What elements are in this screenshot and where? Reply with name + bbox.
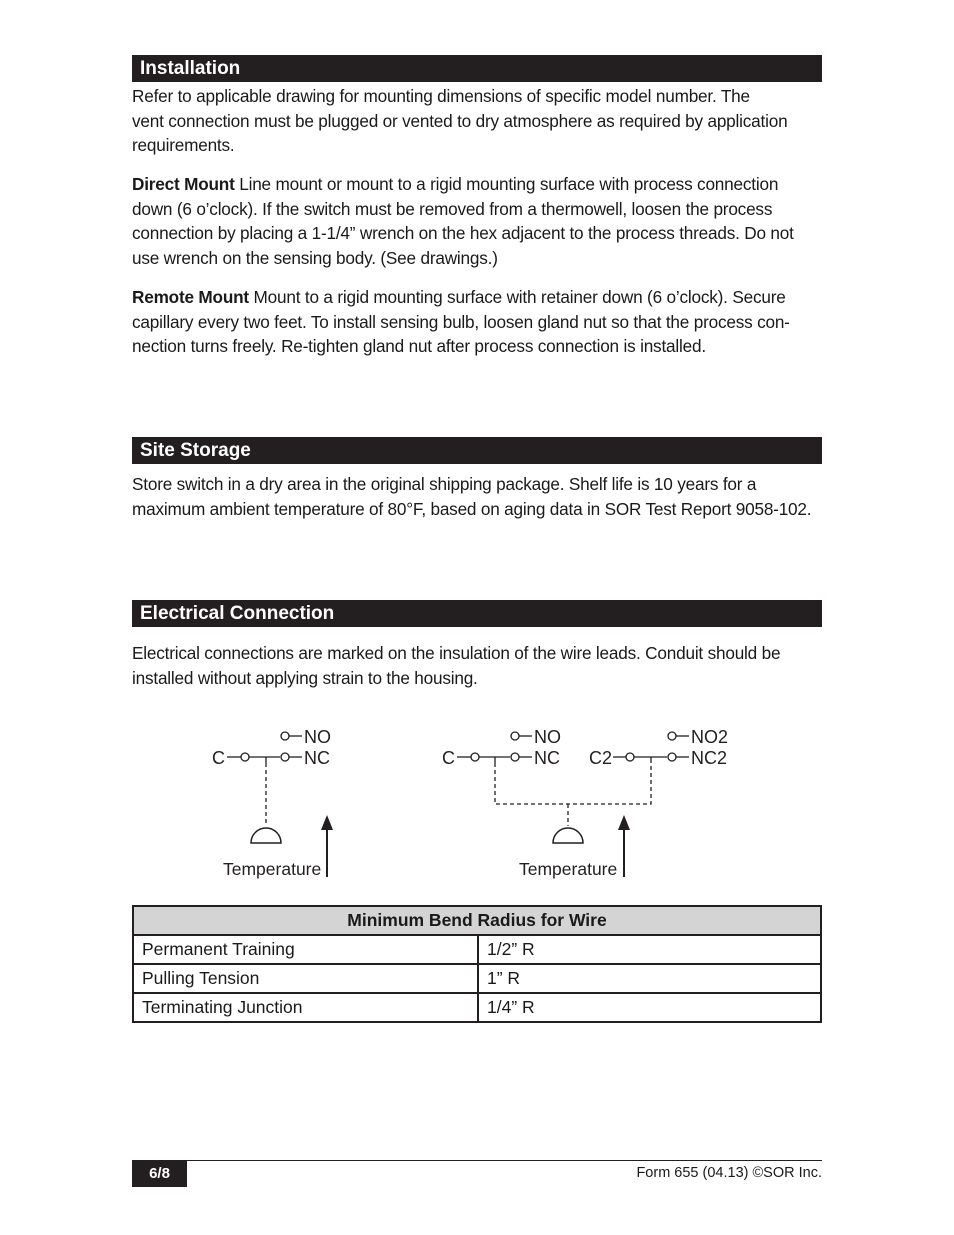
text-line: vent connection must be plugged or vented to dry atmosphere as required by application bbox=[132, 110, 788, 131]
text-line: down (6 o’clock). If the switch must be removed from a thermowell, loosen the process bbox=[132, 198, 773, 219]
electrical-heading: Electrical Connection bbox=[132, 600, 822, 627]
table-row bbox=[133, 935, 821, 964]
direct-mount-label: Direct Mount bbox=[132, 174, 235, 194]
temperature-caption: Temperature bbox=[223, 859, 322, 879]
text-line: Store switch in a dry area in the original shipping package. Shelf life is 10 years for a bbox=[132, 474, 757, 494]
common-terminal-label: C bbox=[442, 748, 455, 768]
text-line: requirements. bbox=[132, 135, 235, 155]
terminal-icon bbox=[281, 753, 289, 761]
table-row bbox=[133, 964, 821, 993]
no2-terminal-label: NO2 bbox=[691, 727, 729, 747]
row-label: Permanent Training bbox=[133, 935, 478, 964]
bend-radius-table bbox=[132, 905, 822, 1023]
nc-terminal-label: NC bbox=[534, 748, 560, 768]
form-number: Form 655 (04.13) ©SOR Inc. bbox=[636, 1165, 822, 1181]
installation-heading: Installation bbox=[132, 55, 822, 82]
text-line: connection by placing a 1-1/4” wrench on the hex adjacent to the process threads. Do not bbox=[132, 223, 794, 243]
terminal-icon bbox=[668, 753, 676, 761]
text-line: maximum ambient temperature of 80°F, based on aging data in SOR Test Report 9058-102. bbox=[132, 498, 812, 519]
text-line: Electrical connections are marked on the insulation of the wire leads. Conduit should be bbox=[132, 643, 781, 663]
arrow-up-icon bbox=[618, 815, 630, 830]
terminal-icon bbox=[626, 753, 634, 761]
common2-terminal-label: C2 bbox=[589, 748, 613, 768]
footer-divider bbox=[132, 1160, 822, 1161]
single-switch-diagram bbox=[212, 727, 333, 879]
terminal-icon bbox=[471, 753, 479, 761]
terminal-icon bbox=[241, 753, 249, 761]
text-line: Line mount or mount to a rigid mounting surface with process connection bbox=[239, 174, 779, 194]
row-label: Terminating Junction bbox=[133, 993, 478, 1022]
remote-mount-label: Remote Mount bbox=[132, 287, 249, 307]
temperature-caption: Temperature bbox=[519, 859, 618, 879]
double-switch-diagram bbox=[442, 727, 728, 879]
page-number: 6/8 bbox=[132, 1161, 187, 1187]
terminal-icon bbox=[511, 732, 519, 740]
nc2-terminal-label: NC2 bbox=[691, 748, 728, 768]
table-title: Minimum Bend Radius for Wire bbox=[133, 906, 821, 935]
terminal-icon bbox=[281, 732, 289, 740]
row-value: 1/4” R bbox=[478, 993, 821, 1022]
terminal-icon bbox=[511, 753, 519, 761]
text-line: nection turns freely. Re-tighten gland nut after process connection is installed. bbox=[132, 336, 706, 356]
common-terminal-label: C bbox=[212, 748, 225, 768]
text-line: Mount to a rigid mounting surface with retainer down (6 o’clock). Secure bbox=[253, 287, 786, 307]
no-terminal-label: NO bbox=[304, 727, 331, 747]
text-line: use wrench on the sensing body. (See drawings.) bbox=[132, 247, 498, 268]
sensing-bulb-icon bbox=[251, 828, 281, 843]
text-line: Refer to applicable drawing for mounting dimensions of specific model number. The bbox=[132, 86, 750, 106]
row-label: Pulling Tension bbox=[133, 964, 478, 993]
site-storage-heading: Site Storage bbox=[132, 437, 822, 464]
row-value: 1/2” R bbox=[478, 935, 821, 964]
no-terminal-label: NO bbox=[534, 727, 561, 747]
text-line: capillary every two feet. To install sensing bulb, loosen gland nut so that the process con- bbox=[132, 311, 790, 332]
table-row bbox=[133, 993, 821, 1022]
row-value: 1” R bbox=[478, 964, 821, 993]
nc-terminal-label: NC bbox=[304, 748, 330, 768]
text-line: installed without applying strain to the housing. bbox=[132, 667, 478, 688]
arrow-up-icon bbox=[321, 815, 333, 830]
sensing-bulb-icon bbox=[553, 828, 583, 843]
terminal-icon bbox=[668, 732, 676, 740]
